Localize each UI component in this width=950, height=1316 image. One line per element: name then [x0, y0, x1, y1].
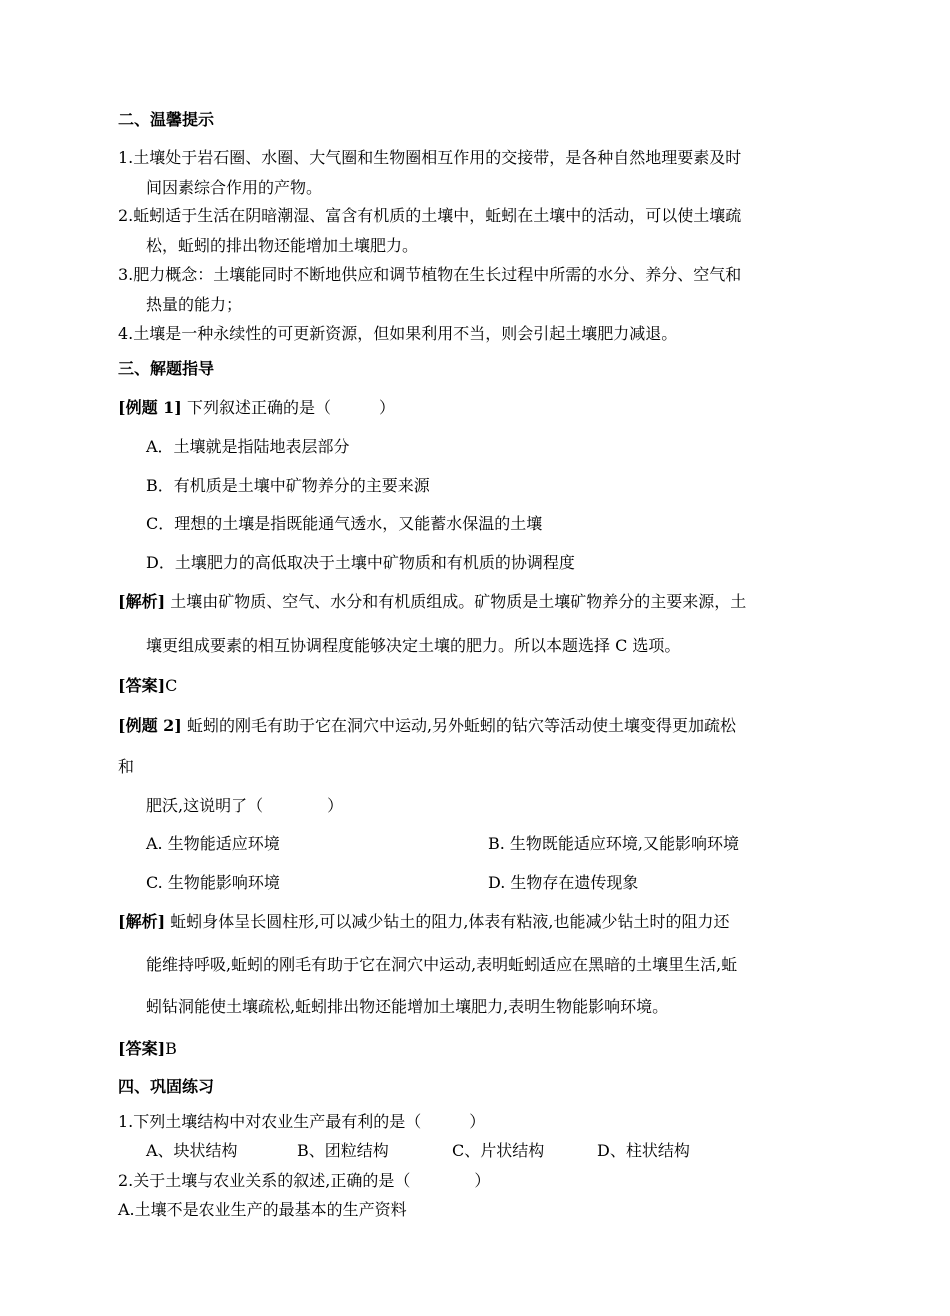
example2-option-b: B. 生物既能适应环境,又能影响环境 [488, 834, 740, 853]
example1-option-d: D．土壤肥力的高低取决于土壤中矿物质和有机质的协调程度 [146, 553, 575, 572]
example1-question-row [118, 398, 395, 418]
example2-question-row [118, 716, 736, 736]
practice-q1-option-a: A、块状结构 [146, 1141, 238, 1160]
practice-q1-option-c: C、片状结构 [452, 1141, 545, 1160]
example2-analysis-line3: 蚓钻洞能使土壤疏松,蚯蚓排出物还能增加土壤肥力,表明生物能影响环境。 [146, 997, 669, 1016]
example2-question-line1: 蚯蚓的刚毛有助于它在洞穴中运动,另外蚯蚓的钻穴等活动使土壤变得更加疏松 [186, 716, 737, 735]
example2-answer: B [165, 1039, 177, 1058]
example1-option-b: B．有机质是土壤中矿物养分的主要来源 [146, 476, 430, 495]
section2-heading: 二、温馨提示 [118, 110, 215, 129]
example2-label: [例题 2] [118, 716, 182, 735]
tip-3-line2: 热量的能力； [146, 295, 243, 314]
tip-2-line1: 2.蚯蚓适于生活在阴暗潮湿、富含有机质的土壤中，蚯蚓在土壤中的活动，可以使土壤疏 [118, 206, 742, 225]
example1-analysis-line2: 壤更组成要素的相互协调程度能够决定土壤的肥力。所以本题选择 C 选项。 [146, 636, 681, 655]
example2-analysis-line1: 蚯蚓身体呈长圆柱形,可以减少钻土的阻力,体表有粘液,也能减少钻土时的阻力还 [170, 912, 730, 931]
example1-label: [例题 1] [118, 398, 182, 417]
tip-4-line1: 4.土壤是一种永续性的可更新资源，但如果利用不当，则会引起土壤肥力减退。 [118, 324, 678, 343]
example1-analysis-line1: 土壤由矿物质、空气、水分和有机质组成。矿物质是土壤矿物养分的主要来源，土 [170, 592, 747, 611]
tip-1-line2: 间因素综合作用的产物。 [146, 178, 323, 197]
tip-2-line2: 松，蚯蚓的排出物还能增加土壤肥力。 [146, 236, 419, 255]
example1-analysis-label: [解析] [118, 592, 166, 611]
example1-question: 下列叙述正确的是（ ） [186, 398, 395, 417]
example2-question-line2: 和 [118, 757, 135, 776]
practice-q2: 2.关于土壤与农业关系的叙述,正确的是（ ） [118, 1171, 491, 1190]
example2-answer-label: [答案] [118, 1039, 166, 1058]
example1-analysis-row [118, 592, 746, 612]
example2-option-d: D. 生物存在遗传现象 [488, 873, 639, 892]
example2-analysis-row [118, 912, 730, 932]
tip-1-line1: 1.土壤处于岩石圈、水圈、大气圈和生物圈相互作用的交接带，是各种自然地理要素及时 [118, 148, 742, 167]
section4-heading: 四、巩固练习 [118, 1077, 215, 1096]
example2-option-c: C. 生物能影响环境 [146, 873, 280, 892]
example1-answer: C [165, 676, 178, 695]
practice-q2-option-a: A.土壤不是农业生产的最基本的生产资料 [118, 1200, 407, 1219]
practice-q1: 1.下列土壤结构中对农业生产最有利的是（ ） [118, 1112, 486, 1131]
example2-question-line3: 肥沃,这说明了（ ） [146, 796, 344, 815]
practice-q1-option-b: B、团粒结构 [297, 1141, 389, 1160]
example1-answer-row [118, 676, 177, 696]
example1-option-c: C．理想的土壤是指既能通气透水，又能蓄水保温的土壤 [146, 514, 543, 533]
practice-q1-option-d: D、柱状结构 [597, 1141, 690, 1160]
example1-option-a: A．土壤就是指陆地表层部分 [146, 437, 350, 456]
example2-answer-row [118, 1039, 177, 1059]
example2-analysis-line2: 能维持呼吸,蚯蚓的刚毛有助于它在洞穴中运动,表明蚯蚓适应在黑暗的土壤里生活,蚯 [146, 955, 738, 974]
section3-heading: 三、解题指导 [118, 359, 215, 378]
example2-analysis-label: [解析] [118, 912, 166, 931]
example1-answer-label: [答案] [118, 676, 166, 695]
tip-3-line1: 3.肥力概念：土壤能同时不断地供应和调节植物在生长过程中所需的水分、养分、空气和 [118, 265, 742, 284]
example2-option-a: A. 生物能适应环境 [146, 834, 280, 853]
